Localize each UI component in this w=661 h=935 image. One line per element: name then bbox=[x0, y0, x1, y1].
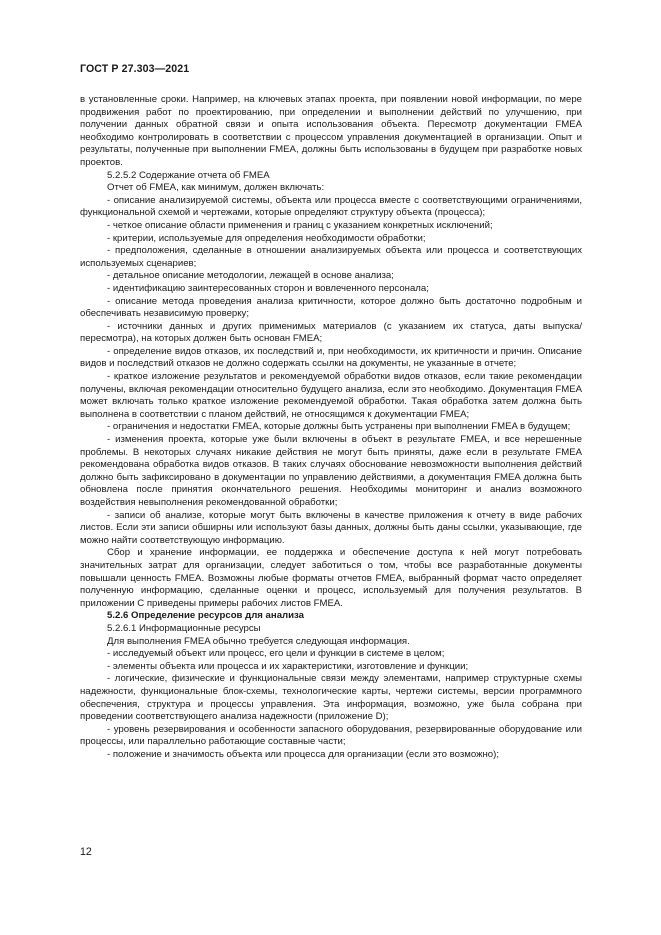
paragraph: в установленные сроки. Например, на ключевых этапах проекта, при появлении новой информации, по мере продвижения работ по проектированию, при определении и выполнении действий по улучшению, при получении данных обратной связи и опыта использования объекта. Пересмотр документации FMEA необходимо контролировать в соответствии с процессом управления документацией в организации. Опыт и результаты, полученные при выполнении FMEA, должны быть использованы в будущем при разработке новых проектов. bbox=[80, 94, 582, 168]
document-header: ГОСТ Р 27.303—2021 bbox=[80, 63, 190, 75]
paragraph: - ограничения и недостатки FMEA, которые должны быть устранены при выполнении FMEA в будущем; bbox=[107, 421, 571, 433]
paragraph: - изменения проекта, которые уже были включены в объект в результате FMEA, и все нерешенные проблемы. В некоторых случаях никакие действия не могут быть приняты, даже если в результате FMEA рекомендована обработка видов отказов. В таких случаях обоснование невозможности выполнения действий должно быть зафиксировано в документации по управлению действиями, а документация FMEA должна быть обновлена после принятия окончательного решения. Необходимы мониторинг и анализ возможного воздействия невыполнения рекомендованной обработки; bbox=[80, 434, 582, 508]
paragraph: Сбор и хранение информации, ее поддержка и обеспечение доступа к ней могут потребовать значительных затрат для организации, следует заботиться о том, чтобы все разработанные документы повышали ценность FMEA. Возможны любые форматы отчетов FMEA, выбранный формат часто определяет полученную информацию, сделанные оценки и процесс, используемый для получения результатов. В приложении С приведены примеры рабочих листов FMEA. bbox=[80, 547, 582, 609]
section-heading: 5.2.6.1 Информационные ресурсы bbox=[107, 622, 261, 634]
paragraph: - логические, физические и функциональные связи между элементами, например структурные схемы надежности, функциональные блок-схемы, технологические карты, чертежи системы, версии программного обеспечения, структура и процессы управления. Эта информация, возможно, уже была собрана при проведении соответствующего анализа надежности (приложение D); bbox=[80, 673, 582, 723]
section-heading: 5.2.6 Определение ресурсов для анализа bbox=[107, 610, 304, 622]
paragraph: - определение видов отказов, их последствий и, при необходимости, их критичности и причин. Описание видов и последствий отказов не должно содержать ссылки на документы, не указанные в отчете; bbox=[80, 345, 582, 370]
document-body bbox=[80, 94, 582, 761]
paragraph: - детальное описание методологии, лежащей в основе анализа; bbox=[107, 270, 394, 282]
section-heading: 5.2.5.2 Содержание отчета об FMEA bbox=[107, 169, 270, 181]
paragraph: - источники данных и других применимых материалов (с указанием их статуса, даты выпуска/пересмотра), на которых должен быть основан FMEA; bbox=[80, 320, 582, 345]
paragraph: - уровень резервирования и особенности запасного оборудования, резервированные оборудование или процессы, или параллельно работающие составные части; bbox=[80, 723, 582, 748]
paragraph: - описание метода проведения анализа критичности, которое должно быть достаточно подробным и обеспечивать независимую проверку; bbox=[80, 295, 582, 320]
paragraph: - элементы объекта или процесса и их характеристики, изготовление и функции; bbox=[107, 660, 469, 672]
paragraph: Для выполнения FMEA обычно требуется следующая информация. bbox=[107, 635, 410, 647]
paragraph: - четкое описание области применения и границ с указанием конкретных исключений; bbox=[107, 219, 493, 231]
paragraph: - критерии, используемые для определения необходимости обработки; bbox=[107, 232, 426, 244]
paragraph: - записи об анализе, которые могут быть включены в качестве приложения к отчету в виде рабочих листов. Если эти записи обширны или используют базы данных, должны быть даны ссылки, указывающие, где можно найти соответствующую информацию. bbox=[80, 509, 582, 546]
paragraph: Отчет об FMEA, как минимум, должен включать: bbox=[107, 182, 325, 194]
paragraph: - исследуемый объект или процесс, его цели и функции в системе в целом; bbox=[107, 648, 445, 660]
paragraph: - идентификацию заинтересованных сторон и вовлеченного персонала; bbox=[107, 282, 429, 294]
paragraph: - предположения, сделанные в отношении анализируемых объекта или процесса и соответствующих используемых сценариев; bbox=[80, 245, 582, 269]
paragraph: - положение и значимость объекта или процесса для организации (если это возможно); bbox=[107, 748, 500, 760]
paragraph: - описание анализируемой системы, объекта или процесса вместе с соответствующими ограничениями, функциональной схемой и чертежами, которые определяют структуру объекта (процесса); bbox=[80, 194, 582, 219]
page-number: 12 bbox=[80, 846, 92, 858]
paragraph: - краткое изложение результатов и рекомендуемой обработки видов отказов, если такие рекомендации получены, включая рекомендации относительно будущего анализа, если это необходимо. Документация FMEA может включать только краткое изложение рекомендуемой обработки. Такая обработка затем должна быть выполнена в соответствии с планом действий, не относящимся к документации FMEA; bbox=[80, 371, 582, 420]
